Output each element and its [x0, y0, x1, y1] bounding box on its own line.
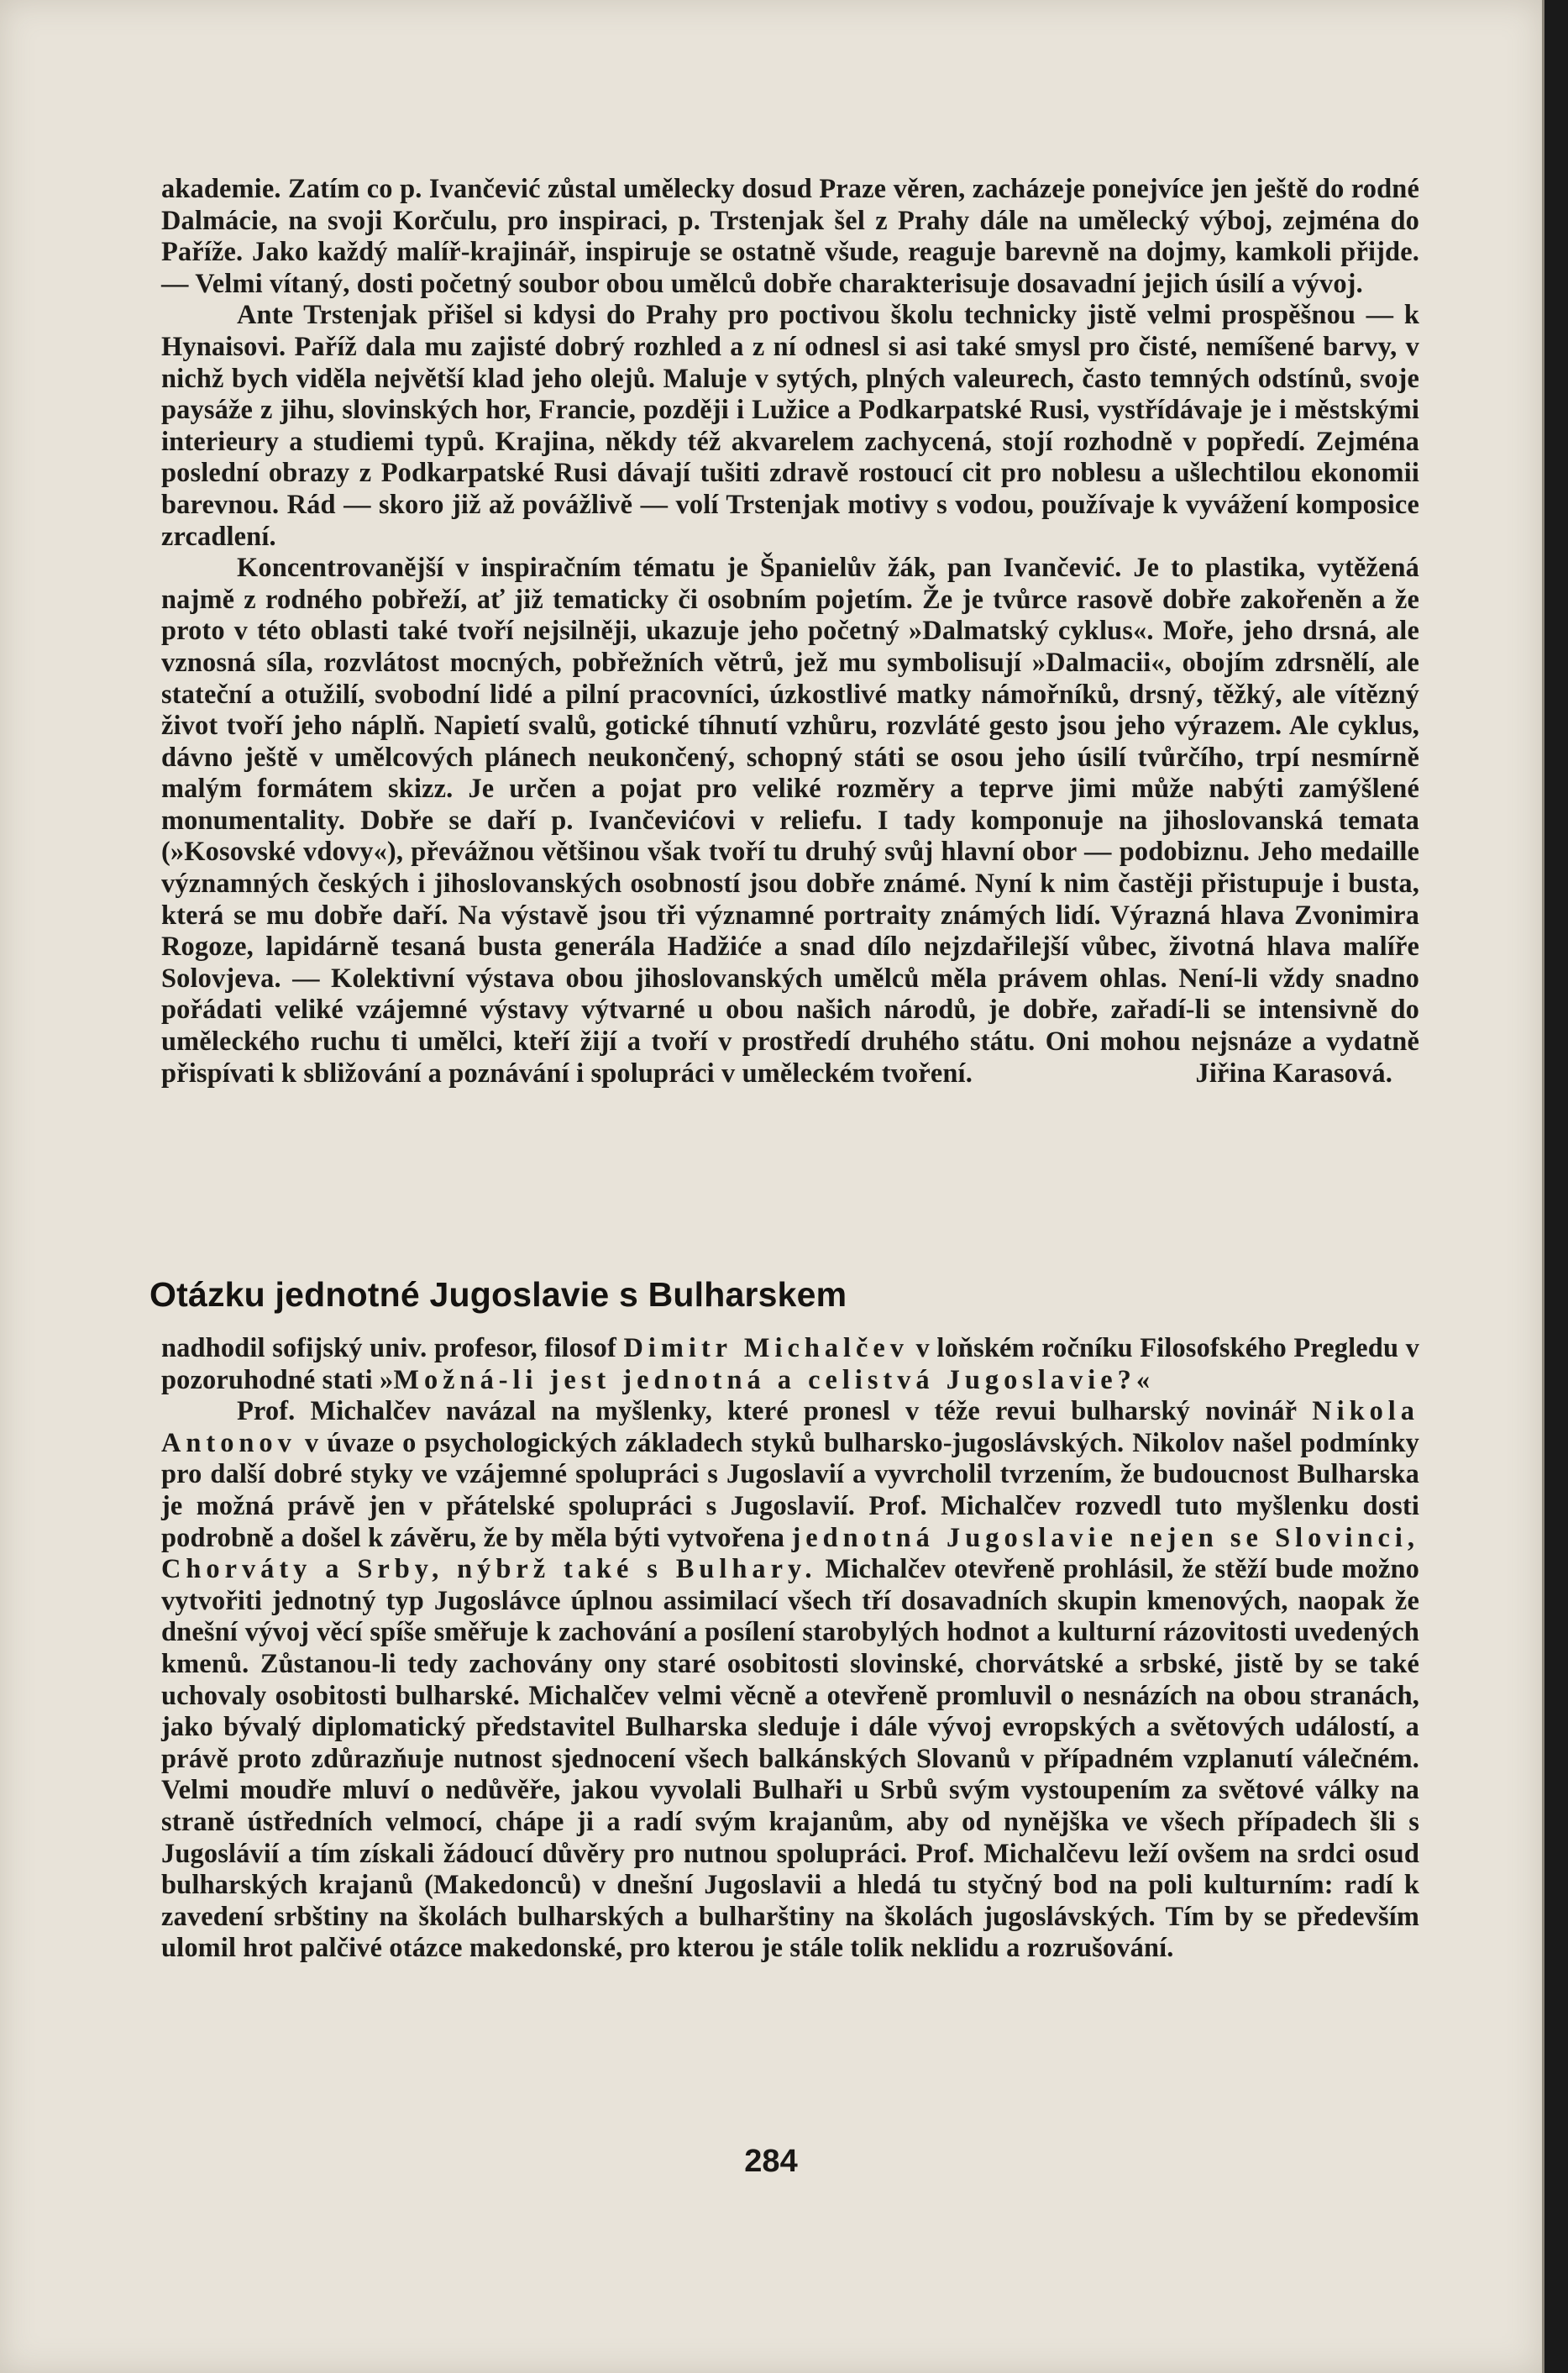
article-body — [161, 1333, 1419, 1965]
author-signature: Jiřina Karasová. — [1195, 1058, 1392, 1089]
text: v loňském ročníku Filosofského Pregledu v pozoruhodné stati » — [161, 1333, 1420, 1395]
paragraph: Ante Trstenjak přišel si kdysi do Prahy pro poctivou školu technicky jistě velmi prospěšnou — k Hynaisovi. Paříž dala mu zajisté dobrý rozhled a z ní odnesl si asi také smysl pro čisté, nemíšené barvy, v nichž bych viděla největší klad jeho olejů. Maluje v sytých, plných valeurech, často temných odstínů, svoje paysáže z jihu, slovinských hor, Francie, později i Lužice a Podkarpatské Rusi, vystřídávaje je i městskými interieury a studiemi typů. Krajina, někdy též akvarelem zachycená, stojí rozhodně v popředí. Zejména poslední obrazy z Podkarpatské Rusi dávají tušiti zdravě rostoucí cit pro noblesu a ušlechtilou ekonomii barevnou. Rád — skoro již až povážlivě — volí Trstenjak motivy s vodou, používaje k vyvážení komposice zrcadlení. — [161, 300, 1419, 552]
emphasized-text: jednotná Jugoslavie nejen se Slovinci, Chorváty a Srby, nýbrž také s Bulhary. — [161, 1522, 1419, 1585]
paragraph — [161, 1333, 1419, 1396]
article-continuation — [161, 174, 1419, 1089]
text: « — [1135, 1364, 1151, 1395]
essay-title: Možná-li jest jednotná a celistvá Jugoslavie? — [393, 1364, 1136, 1395]
article-heading: Otázku jednotné Jugoslavie s Bulharskem — [149, 1275, 847, 1314]
paragraph-text: Koncentrovanější v inspiračním tématu je Španielův žák, pan Ivančević. Je to plastika, vytěžená najmě z rodného pobřeží, ať již tematicky či osobním pojetím. Že je tvůrce rasově dobře zakořeněn a že proto v této oblasti také tvoří nejsilněji, ukazuje jeho početný »Dalmatský cyklus«. Moře, jeho drsná, ale vznosná síla, rozvlátost mocných, pobřežních větrů, jež mu symbolisují »Dalmacii«, obojím zdrsnělí, ale stateční a otužilí, svobodní lidé a pilní pracovníci, úzkostlivé matky námořníků, drsný, těžký, ale vítězný život tvoří jeho náplň. Napietí svalů, gotické tíhnutí vzhůru, rozvláté gesto jsou jeho výrazem. Ale cyklus, dávno ještě v umělcových plánech neukončený, schopný státi se osou jeho úsilí tvůrčího, trpí nesmírně malým formátem skizz. Je určen a pojat pro veliké rozměry a teprve jimi může nabýti zamýšlené monumentality. Dobře se daří p. Ivančevićovi v reliefu. I tady komponuje na jihoslovanská temata (»Kosovské vdovy«), převážnou většinou však tvoří tu druhý svůj hlavní obor — podobiznu. Jeho medaille významných českých i jihoslovanských osobností jsou dobře známé. Nyní k nim častěji přistupuje i busta, která se mu dobře daří. Na výstavě jsou tři významné portraity známých lidí. Výrazná hlava Zvonimira Rogoze, lapidárně tesaná busta generála Hadžiće a snad dílo nejzdařilejší vůbec, životná hlava malíře Solovjeva. — Kolektivní výstava obou jihoslovanských umělců měla právem ohlas. Není-li vždy snadno pořádati veliké vzájemné výstavy výtvarné u obou našich národů, je dobře, zařadí-li se intensivně do uměleckého ruchu ti umělci, kteří žijí a tvoří v prostředí druhého státu. Oni mohou nejsnáze a vydatně přispívati k sbližování a poznávání i spolupráci v uměleckém tvoření. — [161, 553, 1419, 1089]
text: nadhodil sofijský univ. profesor, filosof — [161, 1333, 624, 1363]
text: Michalčev otevřeně prohlásil, že stěží bude možno vytvořiti jednotný typ Jugoslávce úplnou assimilací všech tří dosavadních skupin kmenových, naopak že dnešní vývoj věcí spíše směřuje k zachování a posílení starobylých hodnot a kulturní rázovitosti uvedených kmenů. Zůstanou-li tedy zachovány ony staré osobitosti slovinské, chorvátské a srbské, jistě by se také uchovaly osobitosti bulharské. Michalčev velmi věcně a otevřeně promluvil o nesnázích na obou stranách, jako bývalý diplomatický představitel Bulharska sleduje i dále vývoj evropských a světových událostí, a právě proto zdůrazňuje nutnost sjednocení všech balkánských Slovanů v případném vzplanutí válečném. Velmi moudře mluví o nedůvěře, jakou vyvolali Bulhaři u Srbů svým vystoupením za světové války na straně ústředních velmocí, chápe ji a radí svým krajanům, aby od nynějška ve všech případech šli s Jugoslávií a tím získali žádoucí důvěry pro nutnou spolupráci. Prof. Michalčevu leží ovšem na srdci osud bulharských krajanů (Makedonců) v dnešní Jugoslavii a hledá tu styčný bod na poli kulturním: radí k zavedení srbštiny na školách bulharských a bulharštiny na školách jugoslávských. Tím by se především ulomil hrot palčivé otázce makedonské, pro kterou je stále tolik neklidu a rozrušování. — [161, 1554, 1419, 1964]
paragraph — [161, 1396, 1419, 1965]
paragraph: akademie. Zatím co p. Ivančević zůstal umělecky dosud Praze věren, zacházeje ponejvíce jen ještě do rodné Dalmácie, na svoji Korčulu, pro inspiraci, p. Trstenjak šel z Prahy dále na umělecký výboj, zejména do Paříže. Jako každý malíř-krajinář, inspiruje se ostatně všude, reaguje barevně na dojmy, kamkoli přijde. — Velmi vítaný, dosti početný soubor obou umělců dobře charakterisuje dosavadní jejich úsilí a vývoj. — [161, 174, 1419, 299]
paragraph — [161, 553, 1419, 1089]
scan-edge — [1542, 0, 1568, 2373]
journalist-name: Nikola Antonov — [161, 1396, 1419, 1458]
text: v úvaze o psychologických základech styků bulharsko-jugoslávských. Nikolov našel podmínky pro další dobré styky ve vzájemné spolupráci s Jugoslavií a vyvrcholil tvrzením, že budoucnost Bulharska je možná právě jen v přátelské spolupráci s Jugoslavií. Prof. Michalčev rozvedl tuto myšlenku dosti podrobně a došel k závěru, že by měla býti vytvořena — [161, 1427, 1419, 1553]
page-number: 284 — [744, 2144, 798, 2179]
text: Prof. Michalčev navázal na myšlenky, které pronesl v téže revui bulharský novinář — [237, 1396, 1313, 1427]
author-name: Dimitr Michalčev — [623, 1333, 909, 1363]
